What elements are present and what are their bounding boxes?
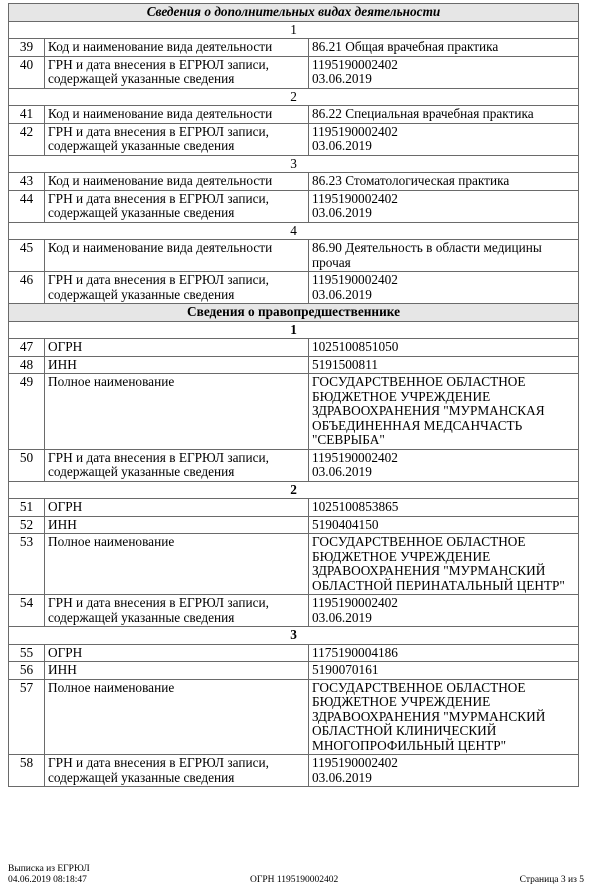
table-row: [9, 173, 579, 191]
field-value: ГОСУДАРСТВЕННОЕ ОБЛАСТНОЕ БЮДЖЕТНОЕ УЧРЕЖДЕНИЕ ЗДРАВООХРАНЕНИЯ "МУРМАНСКИЙ ОБЛАСТНОЙ КЛИНИЧЕСКИЙ МНОГОПРОФИЛЬНЫЙ ЦЕНТР": [309, 679, 579, 755]
group-number: 2: [9, 481, 579, 499]
group-number: 1: [9, 21, 579, 39]
group-number: 4: [9, 222, 579, 240]
row-number: 41: [9, 106, 45, 124]
field-value: 1195190002402 03.06.2019: [309, 190, 579, 222]
row-number: 49: [9, 374, 45, 450]
footer-ogrn: ОГРН 1195190002402: [250, 875, 339, 885]
field-value: 5190404150: [309, 516, 579, 534]
field-value: 86.22 Специальная врачебная практика: [309, 106, 579, 124]
section-header: [9, 304, 579, 322]
section-title: Сведения о правопредшественнике: [9, 304, 579, 322]
field-label: ГРН и дата внесения в ЕГРЮЛ записи, содержащей указанные сведения: [45, 755, 309, 787]
footer-page-number: Страница 3 из 5: [519, 875, 584, 885]
table-row: [9, 374, 579, 450]
section-title: Сведения о дополнительных видах деятельности: [9, 4, 579, 22]
row-number: 43: [9, 173, 45, 191]
table-row: [9, 123, 579, 155]
row-number: 45: [9, 240, 45, 272]
table-row: [9, 106, 579, 124]
field-label: ГРН и дата внесения в ЕГРЮЛ записи, содержащей указанные сведения: [45, 272, 309, 304]
footer-timestamp: 04.06.2019 08:18:47: [8, 874, 87, 885]
field-value: 1195190002402 03.06.2019: [309, 755, 579, 787]
field-value: 1195190002402 03.06.2019: [309, 272, 579, 304]
field-value: ГОСУДАРСТВЕННОЕ ОБЛАСТНОЕ БЮДЖЕТНОЕ УЧРЕЖДЕНИЕ ЗДРАВООХРАНЕНИЯ "МУРМАНСКАЯ ОБЪЕДИНЕННАЯ МЕДСАНЧАСТЬ "СЕВРЫБА": [309, 374, 579, 450]
field-label: ГРН и дата внесения в ЕГРЮЛ записи, содержащей указанные сведения: [45, 449, 309, 481]
table-row: [9, 516, 579, 534]
field-label: Полное наименование: [45, 374, 309, 450]
row-number: 56: [9, 662, 45, 680]
row-number: 57: [9, 679, 45, 755]
group-number-row: [9, 155, 579, 173]
table-row: [9, 534, 579, 595]
table-row: [9, 662, 579, 680]
field-value: 5190070161: [309, 662, 579, 680]
row-number: 44: [9, 190, 45, 222]
table-row: [9, 56, 579, 88]
field-label: ГРН и дата внесения в ЕГРЮЛ записи, содержащей указанные сведения: [45, 190, 309, 222]
field-label: Код и наименование вида деятельности: [45, 39, 309, 57]
field-label: Код и наименование вида деятельности: [45, 240, 309, 272]
field-label: ОГРН: [45, 339, 309, 357]
field-value: 1175190004186: [309, 644, 579, 662]
row-number: 50: [9, 449, 45, 481]
field-label: ИНН: [45, 662, 309, 680]
row-number: 40: [9, 56, 45, 88]
field-value: 1195190002402 03.06.2019: [309, 449, 579, 481]
field-value: 1025100851050: [309, 339, 579, 357]
group-number-row: [9, 481, 579, 499]
group-number: 3: [9, 627, 579, 645]
egrul-extract-table: [8, 3, 579, 787]
row-number: 54: [9, 595, 45, 627]
footer-document-name: Выписка из ЕГРЮЛ: [8, 864, 90, 874]
table-row: [9, 272, 579, 304]
row-number: 48: [9, 356, 45, 374]
field-label: ИНН: [45, 516, 309, 534]
table-row: [9, 449, 579, 481]
group-number-row: [9, 222, 579, 240]
table-row: [9, 39, 579, 57]
field-label: Полное наименование: [45, 679, 309, 755]
table-row: [9, 240, 579, 272]
group-number-row: [9, 88, 579, 106]
table-row: [9, 339, 579, 357]
field-label: ГРН и дата внесения в ЕГРЮЛ записи, содержащей указанные сведения: [45, 56, 309, 88]
row-number: 46: [9, 272, 45, 304]
group-number: 2: [9, 88, 579, 106]
row-number: 39: [9, 39, 45, 57]
footer-document-info: [8, 864, 90, 885]
field-label: ОГРН: [45, 644, 309, 662]
table-row: [9, 499, 579, 517]
field-value: 5191500811: [309, 356, 579, 374]
row-number: 53: [9, 534, 45, 595]
group-number-row: [9, 627, 579, 645]
field-value: 86.23 Стоматологическая практика: [309, 173, 579, 191]
row-number: 47: [9, 339, 45, 357]
field-value: 1195190002402 03.06.2019: [309, 123, 579, 155]
table-row: [9, 356, 579, 374]
row-number: 58: [9, 755, 45, 787]
field-value: 1195190002402 03.06.2019: [309, 595, 579, 627]
field-label: Полное наименование: [45, 534, 309, 595]
row-number: 52: [9, 516, 45, 534]
field-label: ОГРН: [45, 499, 309, 517]
table-row: [9, 190, 579, 222]
group-number: 3: [9, 155, 579, 173]
table-row: [9, 644, 579, 662]
group-number: 1: [9, 321, 579, 339]
field-label: ГРН и дата внесения в ЕГРЮЛ записи, содержащей указанные сведения: [45, 595, 309, 627]
field-label: Код и наименование вида деятельности: [45, 106, 309, 124]
group-number-row: [9, 321, 579, 339]
group-number-row: [9, 21, 579, 39]
field-value: 86.90 Деятельность в области медицины прочая: [309, 240, 579, 272]
row-number: 51: [9, 499, 45, 517]
table-row: [9, 595, 579, 627]
row-number: 42: [9, 123, 45, 155]
table-row: [9, 755, 579, 787]
section-header: [9, 4, 579, 22]
field-value: ГОСУДАРСТВЕННОЕ ОБЛАСТНОЕ БЮДЖЕТНОЕ УЧРЕЖДЕНИЕ ЗДРАВООХРАНЕНИЯ "МУРМАНСКИЙ ОБЛАСТНОЙ ПЕРИНАТАЛЬНЫЙ ЦЕНТР": [309, 534, 579, 595]
table-row: [9, 679, 579, 755]
field-label: ИНН: [45, 356, 309, 374]
row-number: 55: [9, 644, 45, 662]
field-label: Код и наименование вида деятельности: [45, 173, 309, 191]
field-value: 1025100853865: [309, 499, 579, 517]
field-value: 86.21 Общая врачебная практика: [309, 39, 579, 57]
field-label: ГРН и дата внесения в ЕГРЮЛ записи, содержащей указанные сведения: [45, 123, 309, 155]
field-value: 1195190002402 03.06.2019: [309, 56, 579, 88]
